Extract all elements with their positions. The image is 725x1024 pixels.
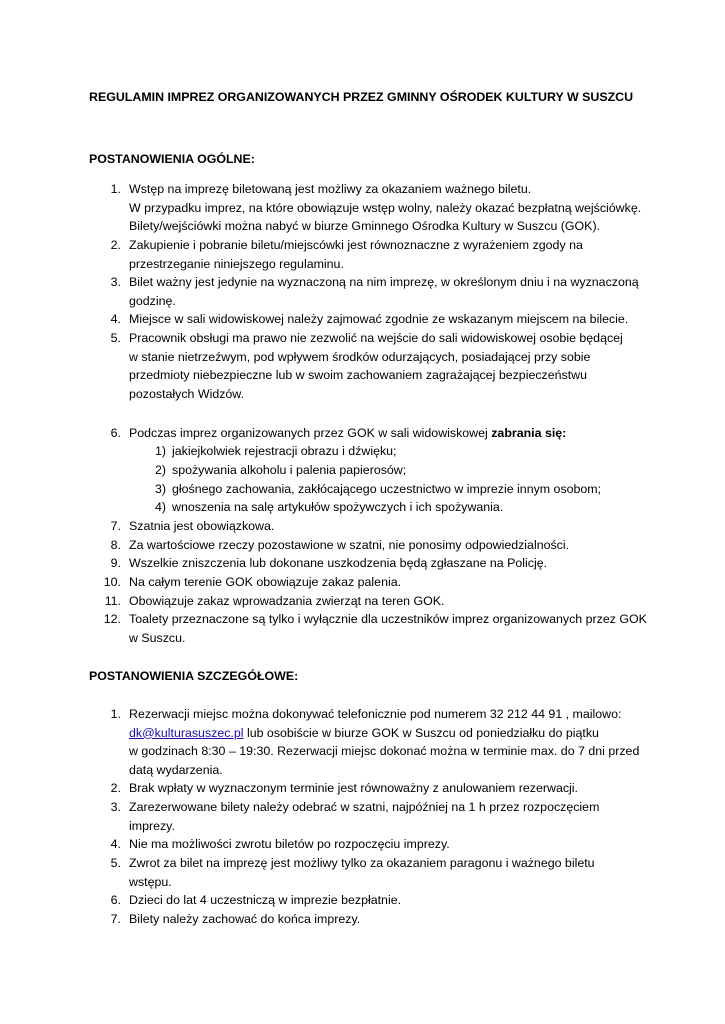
detailed-item-1 xyxy=(89,705,649,779)
sub-item-number: 3) xyxy=(154,482,166,496)
general-item-4 xyxy=(89,310,649,329)
item-text: Za wartościowe rzeczy pozostawione w szatni, nie ponosimy odpowiedzialności. xyxy=(129,538,570,552)
sub-item-text: jakiejkolwiek rejestracji obrazu i dźwięku; xyxy=(172,444,397,458)
sub-item-number: 2) xyxy=(154,463,166,477)
item-text: Bilety należy zachować do końca imprezy. xyxy=(129,912,361,926)
item-text-c: w godzinach 8:30 – 19:30. Rezerwacji miejsc dokonać można w terminie max. do 7 dni przed datą wydarzenia. xyxy=(129,744,640,777)
item-number: 8. xyxy=(110,538,121,552)
item-number: 7. xyxy=(110,912,121,926)
item-text: Toalety przeznaczone są tylko i wyłącznie dla uczestników imprez organizowanych przez GOK w Suszcu. xyxy=(129,612,647,645)
general-item-7 xyxy=(89,517,649,536)
item-text-b: lub osobiście w biurze GOK w Suszcu od poniedziałku do piątku xyxy=(243,725,599,740)
detailed-item-3 xyxy=(89,798,649,835)
item-number: 6. xyxy=(110,893,121,907)
sub-item-text: wnoszenia na salę artykułów spożywczych i ich spożywania. xyxy=(172,500,504,514)
item-number: 10. xyxy=(103,575,121,589)
item-text-main: Podczas imprez organizowanych przez GOK w sali widowiskowej xyxy=(129,426,492,440)
item-number: 2. xyxy=(110,781,121,795)
item-number: 4. xyxy=(110,312,121,326)
item-number: 3. xyxy=(110,800,121,814)
sub-item-number: 1) xyxy=(154,444,166,458)
detailed-item-2 xyxy=(89,779,649,798)
general-item-9 xyxy=(89,554,649,573)
item-text: Pracownik obsługi ma prawo nie zezwolić na wejście do sali widowiskowej osobie będącej w stanie nietrzeźwym, pod wpływem środków odurzających, posiadającej przy sobie przedmioty niebezpieczne lub w swoim zachowaniem zagrażającej bezpieczeństwu pozostałych Widzów. xyxy=(129,331,623,401)
detailed-heading: POSTANOWIENIA SZCZEGÓŁOWE: xyxy=(89,669,299,683)
item-text: Szatnia jest obowiązkowa. xyxy=(129,519,275,533)
general-item-2 xyxy=(89,236,649,273)
item-text xyxy=(129,705,649,779)
detailed-item-4 xyxy=(89,835,649,854)
item-text: Wszelkie zniszczenia lub dokonane uszkodzenia będą zgłaszane na Policję. xyxy=(129,556,548,570)
detailed-item-7 xyxy=(89,910,649,929)
item-text: Zwrot za bilet na imprezę jest możliwy tylko za okazaniem paragonu i ważnego biletu wstępu. xyxy=(129,856,595,889)
item-number: 11. xyxy=(104,594,121,608)
general-item-12 xyxy=(89,610,649,647)
sub-item-3 xyxy=(152,480,652,499)
detailed-item-6 xyxy=(89,891,649,910)
item-text: Obowiązuje zakaz wprowadzania zwierząt na teren GOK. xyxy=(129,594,445,608)
general-item-10 xyxy=(89,573,649,592)
item-number: 6. xyxy=(110,426,121,440)
sub-item-2 xyxy=(152,461,652,480)
item-text: Miejsce w sali widowiskowej należy zajmować zgodnie ze wskazanym miejscem na bilecie. xyxy=(129,312,629,326)
item-text: Brak wpłaty w wyznaczonym terminie jest równoważny z anulowaniem rezerwacji. xyxy=(129,781,578,795)
general-item-11 xyxy=(89,592,649,611)
item-text: Bilet ważny jest jedynie na wyznaczoną na nim imprezę, w określonym dniu i na wyznaczoną godzinę. xyxy=(129,275,639,308)
item-number: 7. xyxy=(110,519,121,533)
item-number: 5. xyxy=(110,331,121,345)
general-heading: POSTANOWIENIA OGÓLNE: xyxy=(89,152,255,166)
item-text xyxy=(129,424,649,443)
item-text: Zarezerwowane bilety należy odebrać w szatni, najpóźniej na 1 h przez rozpoczęciem imprezy. xyxy=(129,800,600,833)
item-number: 2. xyxy=(110,238,121,252)
item-number: 3. xyxy=(110,275,121,289)
item-text-bold: zabrania się: xyxy=(491,426,567,440)
sub-item-number: 4) xyxy=(154,500,166,514)
item-number: 1. xyxy=(110,707,121,721)
sub-item-text: spożywania alkoholu i palenia papierosów; xyxy=(172,463,407,477)
item-number: 12. xyxy=(103,612,121,626)
detailed-item-5 xyxy=(89,854,649,891)
sub-item-text: głośnego zachowania, zakłócającego uczestnictwo w imprezie innym osobom; xyxy=(172,482,602,496)
general-item-6 xyxy=(89,424,649,443)
item-text: Dzieci do lat 4 uczestniczą w imprezie bezpłatnie. xyxy=(129,893,402,907)
item-text: Nie ma możliwości zwrotu biletów po rozpoczęciu imprezy. xyxy=(129,837,450,851)
item-text: Na całym terenie GOK obowiązuje zakaz palenia. xyxy=(129,575,402,589)
item-text: Wstęp na imprezę biletowaną jest możliwy za okazaniem ważnego biletu. W przypadku imprez, na które obowiązuje wstęp wolny, należy okazać bezpłatną wejściówkę. Bilety/wejściówki można nabyć w biurze Gminnego Ośrodka Kultury w Suszcu (GOK). xyxy=(129,182,642,234)
email-link[interactable]: dk@kulturasuszec.pl xyxy=(129,725,244,740)
sub-item-4 xyxy=(152,498,652,517)
general-item-5 xyxy=(89,329,649,403)
item-text-a: Rezerwacji miejsc można dokonywać telefonicznie pod numerem 32 212 44 91 , mailowo: xyxy=(129,707,622,721)
item-number: 4. xyxy=(110,837,121,851)
document-title: REGULAMIN IMPREZ ORGANIZOWANYCH PRZEZ GMINNY OŚRODEK KULTURY W SUSZCU xyxy=(89,90,634,104)
sub-item-1 xyxy=(152,442,652,461)
item-number: 9. xyxy=(110,556,121,570)
general-item-1 xyxy=(89,180,649,236)
general-item-8 xyxy=(89,536,649,555)
item-number: 5. xyxy=(110,856,121,870)
item-text: Zakupienie i pobranie biletu/miejscówki jest równoznaczne z wyrażeniem zgody na przestrzeganie niniejszego regulaminu. xyxy=(129,238,583,271)
item-number: 1. xyxy=(110,182,121,196)
general-item-3 xyxy=(89,273,649,310)
